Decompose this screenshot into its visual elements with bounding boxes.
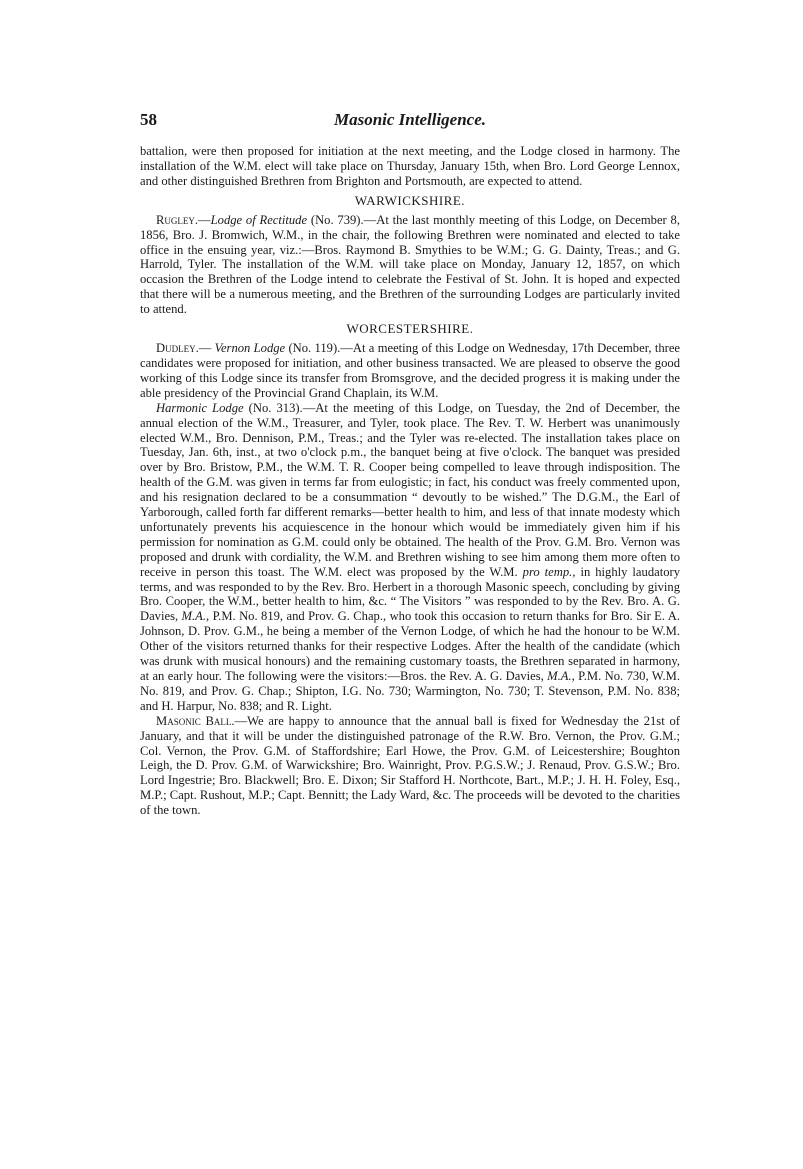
- entry-body: (No. 313).—At the meeting of this Lodge, on Tuesday, the 2nd of December, the annual election of the W.M., Treasurer, and Tyler, took place. The Rev. T. W. Herbert was unanimously elected W.M., Bro. Dennison, P.M., Treas.; and the Tyler was re-elected. The installation takes place on Tuesday, Jan. 6th, inst., at two o'clock p.m., the banquet being at five o'clock. The banquet was presided over by Bro. Bristow, P.M., the W.M. T. R. Cooper being compelled to leave through indisposition. The health of the G.M. was given in terms far from eulogistic; in fact, his conduct was freely commented upon, and his resignation declared to be a consummation “ devoutly to be wished.” The D.G.M., the Earl of Yarborough, called forth far different remarks—better health to him, and less of that innate modesty which unfortunately prevents his acquiescence in the honour which would be immediately given him if his permission for nomination as G.M. could only be obtained. The health of the Prov. G.M. Bro. Vernon was proposed and drunk with cordiality, the W.M. and Brethren wishing to see him among them more often to receive in person this toast. The W.M. elect was proposed by the W.M.: [140, 400, 681, 579]
- lodge-name: Vernon Lodge: [214, 341, 286, 356]
- section-heading-warwickshire: WARWICKSHIRE.: [354, 192, 466, 208]
- entry-masonic-ball: [140, 714, 680, 818]
- entry-body: —We are happy to announce that the annual ball is fixed for Wednesday the 21st of January, and that it will be under the distinguished patronage of the R.W. Bro. Vernon, the Prov. G.M.; Col. Vernon, the Prov. G.M. of Staffordshire; Earl Howe, the Prov. G.M. of Leicestershire; Boughton Leigh, the D. Prov. G.M. of Warwickshire; Bro. Wainright, Prov. P.G.S.W.; J. Renaud, Prov. G.S.W.; Bro. Lord Ingestrie; Bro. Blackwell; Bro. E. Dixon; Sir Stafford H. Northcote, Bart., M.P.; J. H. H. Foley, Esq., M.P.; Capt. Rushout, M.P.; Capt. Bennitt; the Lady Ward, &c. The proceeds will be devoted to the charities of the town.: [140, 713, 680, 818]
- entry-lead: Masonic Ball.: [156, 713, 235, 728]
- running-title: Masonic Intelligence.: [333, 110, 487, 129]
- entry-body: , P.M. No. 819, and Prov. G. Chap., who took this occasion to return thanks for Bro. Sir E. A. Johnson, D. Prov. G.M., he being a member of the Vernon Lodge, of which he had the honour to be W.M. Other of the visitors returned thanks for their respective Lodges. After the health of the candidate (which was drunk with musical honours) and the remaining customary toasts, the Brethren separated in harmony, at an early hour. The following were the visitors:—Bros. the Rev. A. G. Davies,: [140, 609, 680, 683]
- italic-phrase: M.A.: [547, 669, 572, 683]
- continued-paragraph: battalion, were then proposed for initiation at the next meeting, and the Lodge closed in harmony. The installation of the W.M. elect will take place on Thursday, January 15th, when Bro. Lord George Lennox, and other distinguished Brethren from Brighton and Portsmouth, are expected to attend.: [140, 144, 680, 188]
- entry-lead: Dudley.: [156, 341, 199, 356]
- italic-phrase: M.A.: [181, 609, 207, 624]
- entry-body: (No. 739).—At the last monthly meeting of this Lodge, on December 8, 1856, Bro. J. Bromwich, W.M., in the chair, the following Brethren were nominated and elected to take office in the ensuing year, viz.:—Bros. Raymond B. Smythies to be W.M.; G. G. Dainty, Treas.; and G. Harrold, Tyler. The installation of the W.M. will take place on Monday, January 12, 1857, on which occasion the Brethren of the Lodge intend to celebrate the Festival of St. John. It is hoped and expected that there will be a numerous meeting, and the Brethren of the surrounding Lodges are particularly invited to attend.: [140, 212, 680, 317]
- entry-rugley: Rugley.—Lodge of Rectitude (No. 739).—At the last monthly meeting of this Lodge, on December 8, 1856, Bro. J. Bromwich, W.M., in the chair, the following Brethren were nominated and elected to take office in the ensuing year, viz.:—Bros. Raymond B. Smythies to be W.M.; G. G. Dainty, Treas.; and G. Harrold, Tyler. The installation of the W.M. will take place on Monday, January 12, 1857, on which occasion the Brethren of the Lodge intend to celebrate the Festival of St. John. It is hoped and expected that there will be a numerous meeting, and the Brethren of the surrounding Lodges are particularly invited to attend.: [140, 212, 680, 317]
- entry-harmonic-lodge: [140, 401, 680, 714]
- page: [140, 110, 680, 818]
- entry-body: , in highly laudatory terms, and was responded to by the Rev. Bro. Herbert in a thorough Masonic speech, concluding by giving Bro. Cooper, the W.M., better health to him, &c. “ The Visitors ” was responded to by the Rev. Bro. A. G. Davies,: [140, 564, 680, 624]
- entry-body: , P.M. No. 730, W.M. No. 819, and Prov. G. Chap.; Shipton, I.G. No. 730; Warmington, No. 730; T. Stevenson, P.M. No. 838; and H. Harpur, No. 838; and R. Light.: [140, 669, 680, 713]
- italic-phrase: pro temp.: [522, 564, 573, 579]
- entry-body: (No. 119).—At a meeting of this Lodge on Wednesday, 17th December, three candidates were proposed for initiation, and other business transacted. We are pleased to observe the good working of this Lodge since its transfer from Bromsgrove, and the decided progress it is making under the able presidency of the Provincial Grand Chaplain, its W.M.: [140, 341, 681, 400]
- section-heading-worcestershire: WORCESTERSHIRE.: [346, 321, 474, 337]
- entry-lead: Rugley.: [156, 212, 199, 227]
- lodge-name: Lodge of Rectitude: [210, 212, 308, 227]
- page-number: 58: [140, 110, 157, 129]
- running-head: [140, 110, 680, 136]
- lodge-name: Harmonic Lodge: [156, 400, 244, 415]
- entry-dudley: Dudley.— Vernon Lodge (No. 119).—At a meeting of this Lodge on Wednesday, 17th December, three candidates were proposed for initiation, and other business transacted. We are pleased to observe the good working of this Lodge since its transfer from Bromsgrove, and the decided progress it is making under the able presidency of the Provincial Grand Chaplain, its W.M.: [140, 341, 681, 400]
